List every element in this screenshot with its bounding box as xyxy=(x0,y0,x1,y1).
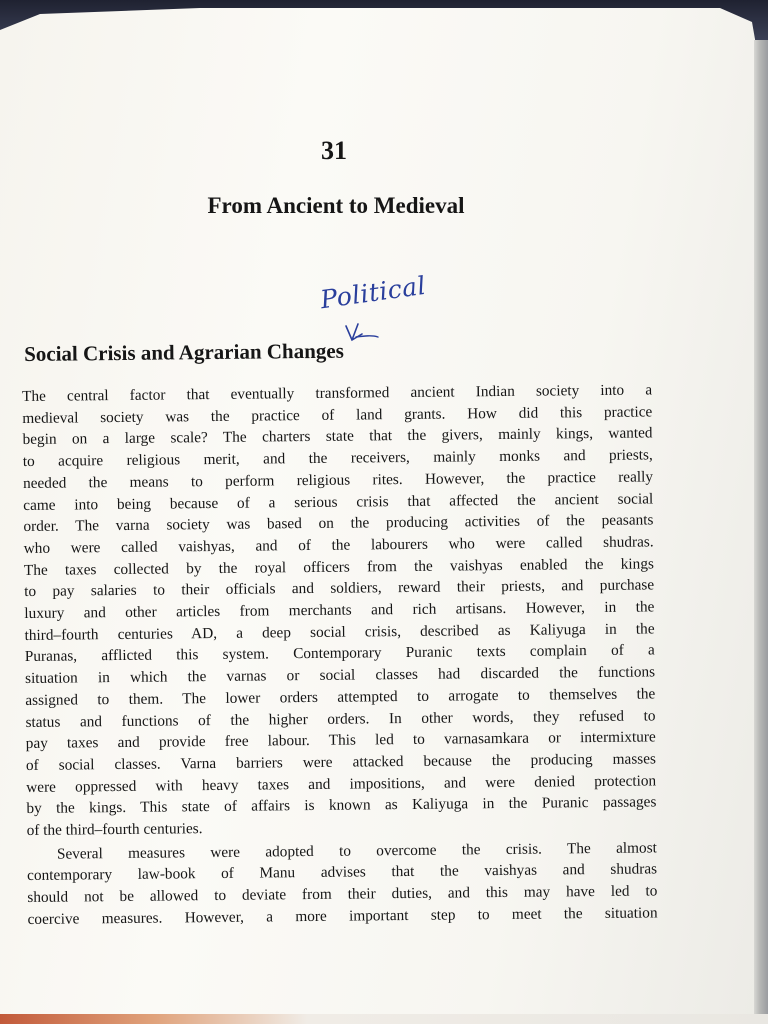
text-line: coercive measures. However, a more important step to meet the situation xyxy=(27,904,658,928)
text-line: status and functions of the higher orders. In other words, they refused to xyxy=(25,706,656,731)
text-line: who were called vaishyas, and of the labourers who were called shudras. xyxy=(23,533,654,557)
section-heading: Social Crisis and Agrarian Changes xyxy=(24,338,344,366)
paragraph xyxy=(27,837,658,930)
text-line: pay taxes and provide free labour. This led to varnasamkara or intermixture xyxy=(25,728,656,753)
chapter-title: From Ancient to Medieval xyxy=(207,193,465,218)
text-line: begin on a large scale? The charters state that the givers, mainly kings, wanted xyxy=(22,424,653,449)
text-line: by the kings. This state of affairs is known as Kaliyuga in the Puranic passages xyxy=(26,793,657,818)
text-line: to pay salaries to their officials and soldiers, reward their priests, and purchase xyxy=(24,576,655,601)
text-line: contemporary law-book of Manu advises that the vaishyas and shudras xyxy=(27,860,658,885)
text-line: were oppressed with heavy taxes and impositions, and were denied protection xyxy=(26,772,657,796)
text-line: situation in which the varnas or social classes had discarded the functions xyxy=(24,663,656,688)
text-line: needed the means to perform religious rites. However, the practice really xyxy=(22,468,654,492)
paragraph xyxy=(22,379,657,841)
chapter-number: 31 xyxy=(321,136,347,165)
text-line: medieval society was the practice of land grants. How did this practice xyxy=(22,403,653,427)
page-edge-stack xyxy=(754,40,768,1024)
text-line: of social classes. Varna barriers were attacked because the producing masses xyxy=(25,750,657,774)
text-line: third–fourth centuries AD, a deep social crisis, described as Kaliyuga in the xyxy=(24,620,655,644)
text-line: of the third–fourth centuries. xyxy=(26,820,203,840)
annotation-text: Political xyxy=(318,270,428,315)
body-text xyxy=(22,379,658,930)
text-line: should not be allowed to deviate from their duties, and this may have led to xyxy=(27,882,658,907)
text-line: The central factor that eventually transformed ancient Indian society into a xyxy=(22,381,653,405)
text-line: luxury and other articles from merchants and rich artisans. However, in the xyxy=(24,598,655,623)
text-line: assigned to them. The lower orders attempted to arrogate to themselves the xyxy=(25,685,656,709)
text-line: order. The varna society was based on the producing activities of the peasants xyxy=(23,511,654,536)
text-line: came into being because of a serious crisis that affected the ancient social xyxy=(23,489,654,514)
text-line: Puranas, afflicted this system. Contemporary Puranic texts complain of a xyxy=(24,641,655,666)
bottom-edge xyxy=(0,1014,768,1024)
text-line: to acquire religious merit, and the receivers, mainly monks and priests, xyxy=(22,446,653,471)
text-line: Several measures were adopted to overcome the crisis. The almost xyxy=(56,839,657,863)
text-line: The taxes collected by the royal officers from the vaishyas enabled the kings xyxy=(23,555,654,579)
